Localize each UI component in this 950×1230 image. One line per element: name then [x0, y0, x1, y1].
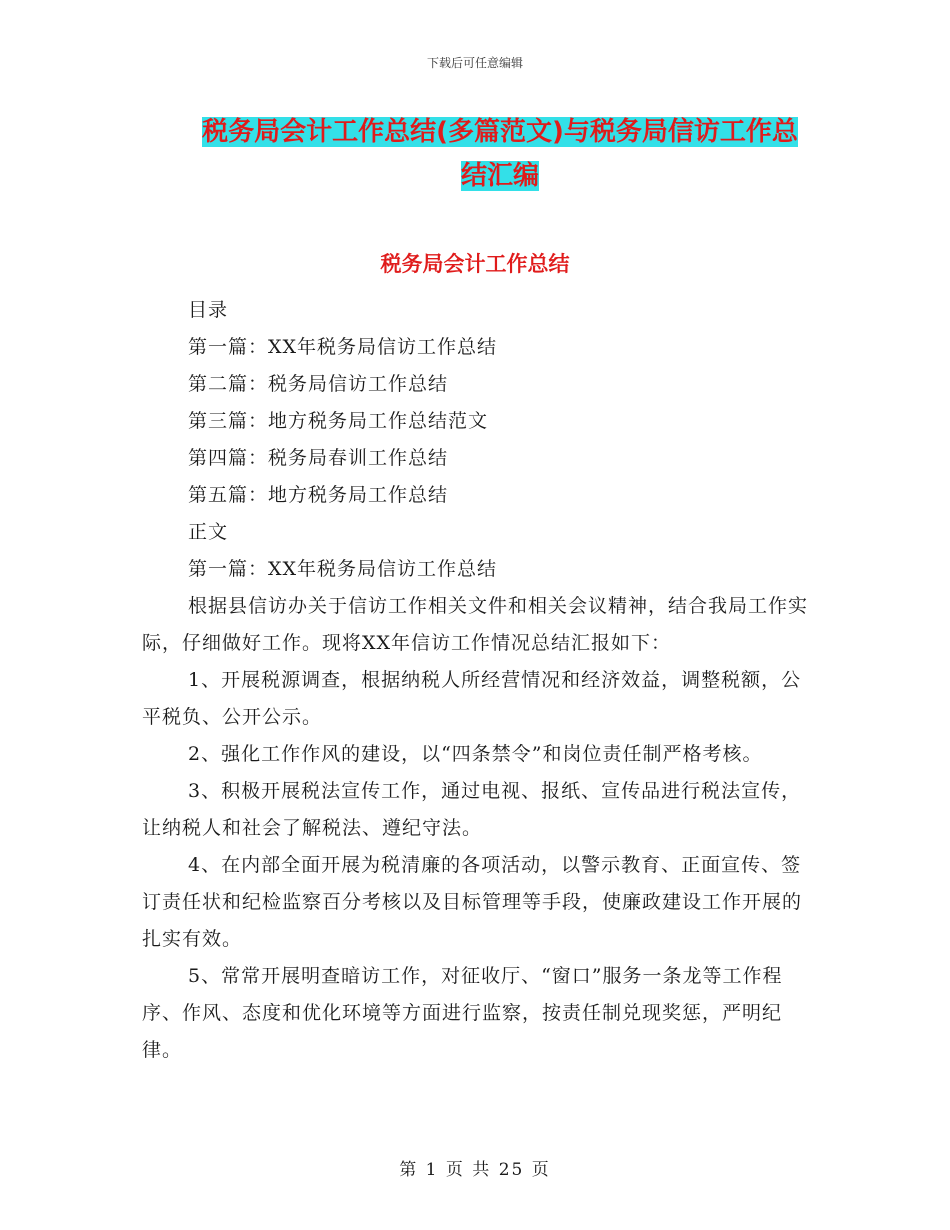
- section-title: 税务局会计工作总结: [380, 252, 570, 276]
- toc-item: 第二篇：税务局信访工作总结: [188, 373, 449, 395]
- chapter-title: 第一篇：XX年税务局信访工作总结: [188, 558, 498, 580]
- toc-item: 第四篇：税务局春训工作总结: [188, 447, 449, 469]
- header-note: 下载后可任意编辑: [426, 56, 523, 70]
- toc-item: 第五篇：地方税务局工作总结: [188, 484, 449, 506]
- toc-item: 第一篇：XX年税务局信访工作总结: [188, 336, 498, 358]
- document-body: [142, 292, 812, 1069]
- title-line-2: 结汇编: [460, 161, 539, 191]
- toc-heading: 目录: [188, 299, 229, 321]
- page-number: 第 1 页 共 25 页: [399, 1160, 551, 1180]
- paragraph: 根据县信访办关于信访工作相关文件和相关会议精神，结合我局工作实际，仔细做好工作。现将XX年信访工作情况总结汇报如下：: [142, 595, 809, 654]
- paragraph: 2、强化工作作风的建设，以“四条禁令”和岗位责任制严格考核。: [188, 743, 763, 765]
- paragraph: 5、常常开展明查暗访工作，对征收厅、“窗口”服务一条龙等工作程序、作风、态度和优化环境等方面进行监察，按责任制兑现奖惩，严明纪律。: [142, 965, 783, 1061]
- paragraph: 1、开展税源调查，根据纳税人所经营情况和经济效益，调整税额，公平税负、公开公示。: [142, 669, 802, 728]
- paragraph: 4、在内部全面开展为税清廉的各项活动，以警示教育、正面宣传、签订责任状和纪检监察百分考核以及目标管理等手段，使廉政建设工作开展的扎实有效。: [142, 854, 803, 950]
- body-heading: 正文: [188, 521, 229, 543]
- document-title: [160, 110, 840, 198]
- title-line-1: 税务局会计工作总结(多篇范文)与税务局信访工作总: [202, 117, 798, 147]
- toc-item: 第三篇：地方税务局工作总结范文: [188, 410, 489, 432]
- paragraph: 3、积极开展税法宣传工作，通过电视、报纸、宣传品进行税法宣传，让纳税人和社会了解税法、遵纪守法。: [142, 780, 802, 839]
